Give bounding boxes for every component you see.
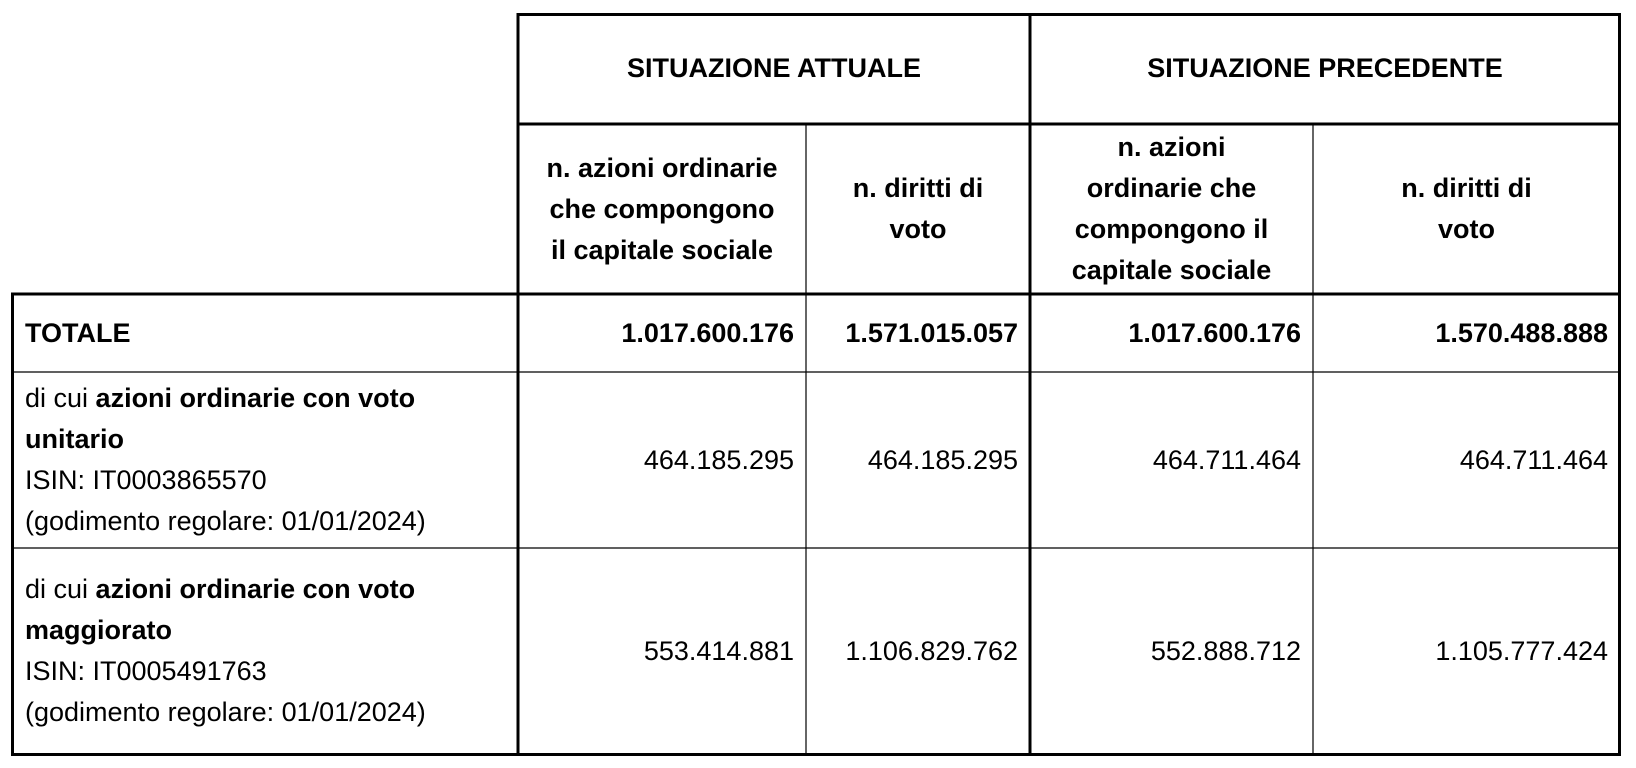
row-label-unitario: [11, 372, 518, 548]
row-label-line: [25, 569, 426, 610]
row-label-line: [25, 610, 426, 651]
share-capital-table: [11, 13, 1621, 756]
column-header-previous-shares: [1030, 124, 1313, 294]
column-header-line: n. diritti di: [1401, 173, 1532, 203]
row-isin: ISIN: IT0003865570: [25, 465, 267, 495]
table-cell: [518, 548, 806, 754]
column-header-line: capitale sociale: [1071, 255, 1272, 285]
group-header-previous-text: SITUAZIONE PRECEDENTE: [1147, 53, 1503, 83]
column-header-line: compongono il: [1074, 214, 1269, 244]
row-isin: ISIN: IT0005491763: [25, 656, 267, 686]
cell-value: 1.105.777.424: [1435, 635, 1608, 666]
row-label-prefix: di cui: [25, 574, 96, 604]
column-header-line: voto: [889, 214, 947, 244]
table-cell: [518, 372, 806, 548]
cell-value: 464.185.295: [867, 444, 1018, 475]
cell-value: 1.017.600.176: [1128, 317, 1301, 348]
table-cell: [806, 548, 1030, 754]
cell-value: 464.711.464: [1152, 444, 1301, 475]
column-header-line: n. azioni ordinarie: [546, 152, 778, 183]
group-header-current: [518, 13, 1030, 124]
row-label-prefix: di cui: [25, 383, 96, 413]
cell-value: 553.414.881: [643, 635, 794, 666]
row-label-bold: unitario: [25, 424, 124, 454]
table-cell: [1313, 548, 1620, 754]
row-godimento: (godimento regolare: 01/01/2024): [25, 506, 426, 536]
column-header-line: ordinarie che: [1086, 173, 1257, 203]
row-label-text: TOTALE: [25, 317, 131, 348]
cell-value: 464.711.464: [1459, 444, 1608, 475]
row-godimento: (godimento regolare: 01/01/2024): [25, 697, 426, 727]
group-header-previous: [1030, 13, 1620, 124]
column-header-previous-votes: [1313, 124, 1620, 294]
row-label-bold: azioni ordinarie con voto: [95, 383, 416, 413]
table-cell: [806, 294, 1030, 372]
column-header-current-shares: [518, 124, 806, 294]
column-header-line: voto: [1438, 214, 1495, 244]
cell-value: 1.017.600.176: [621, 317, 794, 348]
row-label-line: [25, 419, 426, 460]
row-label-bold: azioni ordinarie con voto: [95, 574, 416, 604]
cell-value: 464.185.295: [643, 444, 794, 475]
column-header-line: n. azioni: [1117, 132, 1226, 162]
table-cell: [1313, 294, 1620, 372]
table-cell: [1030, 294, 1313, 372]
row-label-block: [25, 569, 426, 733]
cell-value: 1.106.829.762: [845, 635, 1018, 666]
row-label-maggiorato: [11, 548, 518, 754]
table-cell: [1030, 548, 1313, 754]
column-header-line: il capitale sociale: [550, 234, 774, 265]
row-label-totale: [11, 294, 518, 372]
table-cell: [1313, 372, 1620, 548]
cell-value: 1.571.015.057: [845, 317, 1018, 348]
column-header-line: n. diritti di: [852, 173, 984, 203]
column-header-line: che compongono: [549, 193, 775, 224]
cell-value: 552.888.712: [1150, 635, 1301, 666]
table-cell: [1030, 372, 1313, 548]
cell-value: 1.570.488.888: [1435, 317, 1608, 348]
row-label-block: [25, 378, 426, 542]
row-label-bold: maggiorato: [25, 615, 173, 645]
row-label-line: [25, 378, 426, 419]
table-cell: [518, 294, 806, 372]
column-header-current-votes: [806, 124, 1030, 294]
table-cell: [806, 372, 1030, 548]
group-header-current-text: SITUAZIONE ATTUALE: [627, 53, 921, 83]
